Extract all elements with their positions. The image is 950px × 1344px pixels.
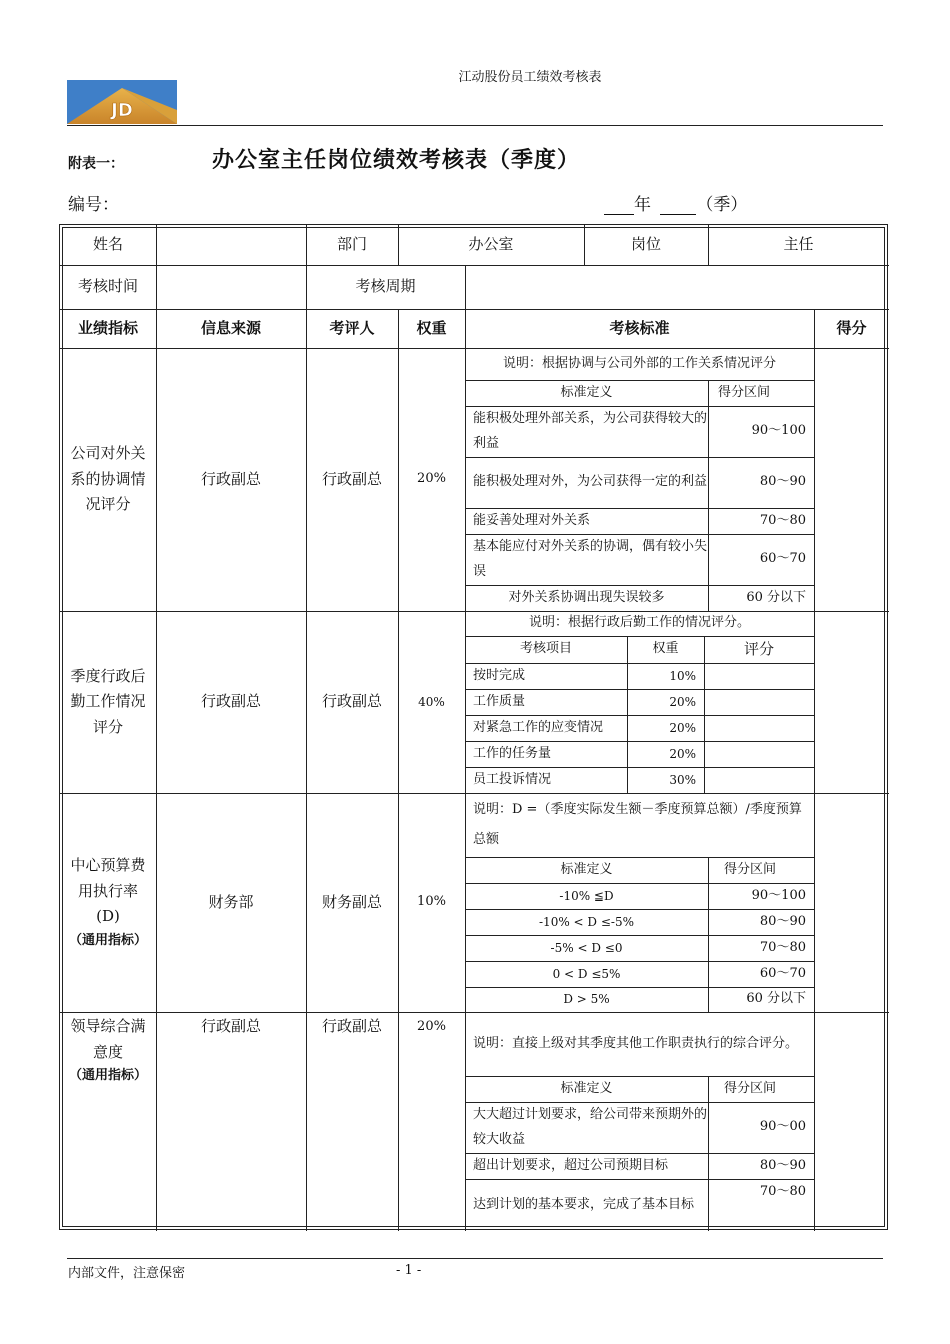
kpi3-tag: （通用指标） [68, 932, 147, 948]
kpi2-item-0: 按时完成 [473, 667, 526, 683]
kpi2-score-4[interactable] [704, 767, 814, 793]
kpi1-range-1: 80～90 [759, 474, 806, 490]
kpi4-score-input[interactable] [814, 1012, 889, 1231]
kpi4-range-0: 90～00 [759, 1119, 806, 1135]
kpi1-def-4: 对外关系协调出现失误较多 [508, 589, 665, 605]
kpi3-name: 中心预算费用执行率(D) [70, 856, 146, 926]
kpi2-head-weight: 权重 [652, 641, 679, 657]
kpi4-weight: 20% [417, 1018, 446, 1034]
kpi3-source: 财务部 [208, 892, 254, 911]
kpi3-def-3: 0 < D ≤5% [552, 966, 621, 981]
appendix-label: 附表一： [68, 156, 124, 172]
kpi3-def-2: -5% < D ≤0 [550, 940, 623, 955]
header-rule [67, 125, 883, 126]
kpi2-score-3[interactable] [704, 741, 814, 767]
kpi4-def-2: 达到计划的基本要求，完成了基本目标 [473, 1196, 695, 1212]
dept-value: 办公室 [468, 235, 514, 254]
page-title: 办公室主任岗位绩效考核表（季度） [212, 148, 581, 173]
col-header-standard: 考核标准 [609, 318, 670, 337]
time-input[interactable] [156, 265, 306, 309]
kpi4-range-2: 70～80 [759, 1183, 806, 1199]
kpi2-head-score: 评分 [743, 639, 774, 658]
kpi3-note: 说明：D =（季度实际发生额－季度预算总额）/季度预算总额 [473, 802, 802, 847]
period-field[interactable] [604, 190, 747, 215]
kpi4-rater: 行政副总 [321, 1017, 382, 1036]
col-header-source: 信息来源 [200, 318, 261, 337]
footer-rule [67, 1258, 883, 1259]
col-header-rater: 考评人 [329, 318, 375, 337]
kpi1-range-0: 90～100 [751, 423, 806, 439]
company-header-title: 江动股份员工绩效考核表 [458, 70, 602, 85]
kpi3-def-4: D > 5% [563, 992, 610, 1007]
kpi3-head-range: 得分区间 [724, 861, 777, 877]
kpi1-head-range: 得分区间 [718, 384, 771, 400]
kpi1-source: 行政副总 [200, 469, 261, 488]
kpi2-weight-3: 20% [669, 746, 696, 761]
col-header-weight: 权重 [416, 318, 447, 337]
kpi3-head-def: 标准定义 [560, 861, 613, 877]
kpi2-weight: 40% [418, 694, 445, 709]
post-value: 主任 [783, 235, 814, 254]
kpi2-source: 行政副总 [200, 692, 261, 711]
kpi1-note: 说明：根据协调与公司外部的工作关系情况评分 [502, 355, 776, 371]
kpi2-score-0[interactable] [704, 663, 814, 689]
kpi1-range-3: 60～70 [759, 551, 806, 567]
kpi1-range-4: 60 分以下 [746, 589, 806, 605]
kpi1-def-1: 能积极处理对外，为公司获得一定的利益 [473, 474, 708, 490]
cycle-input[interactable] [465, 265, 889, 309]
post-label: 岗位 [630, 235, 661, 254]
kpi1-name: 公司对外关系的协调情况评分 [70, 444, 146, 514]
logo-text: JD [111, 100, 133, 121]
kpi1-range-2: 70～80 [759, 512, 806, 528]
kpi4-head-range: 得分区间 [724, 1080, 777, 1096]
kpi4-def-1: 超出计划要求，超过公司预期目标 [473, 1157, 669, 1173]
kpi3-range-3: 60～70 [759, 965, 806, 981]
kpi2-item-3: 工作的任务量 [473, 745, 552, 761]
name-input[interactable] [156, 225, 306, 265]
kpi2-weight-1: 20% [669, 694, 696, 709]
kpi2-score-1[interactable] [704, 689, 814, 715]
kpi2-weight-2: 20% [669, 720, 696, 735]
kpi2-item-1: 工作质量 [473, 693, 526, 709]
kpi3-name-cell [68, 793, 148, 1012]
kpi4-tag: （通用指标） [68, 1068, 147, 1083]
kpi4-head-def: 标准定义 [560, 1080, 613, 1096]
kpi3-range-1: 80～90 [759, 913, 806, 929]
kpi1-def-3: 基本能应付对外关系的协调，偶有较小失误 [473, 538, 708, 579]
kpi4-source: 行政副总 [200, 1017, 261, 1036]
assessment-table [59, 224, 888, 1230]
kpi4-note: 说明：直接上级对其季度其他工作职责执行的综合评分。 [473, 1036, 799, 1052]
kpi3-score-input[interactable] [814, 793, 889, 1012]
kpi1-def-0: 能积极处理外部关系，为公司获得较大的利益 [473, 410, 708, 451]
year-blank[interactable] [604, 196, 634, 215]
kpi4-name: 领导综合满意度 [70, 1017, 146, 1061]
year-label: 年 [634, 195, 651, 215]
kpi1-weight: 20% [417, 471, 446, 487]
kpi2-score-input[interactable] [814, 611, 889, 793]
company-logo [67, 80, 177, 124]
kpi2-note: 说明：根据行政后勤工作的情况评分。 [528, 615, 750, 631]
page-number: - 1 - [396, 1263, 422, 1278]
kpi3-range-4: 60 分以下 [746, 991, 806, 1007]
season-label: （季） [696, 195, 748, 215]
kpi1-rater: 行政副总 [321, 469, 382, 488]
time-label: 考核时间 [77, 277, 138, 296]
kpi2-rater: 行政副总 [321, 692, 382, 711]
kpi4-def-0: 大大超过计划要求，给公司带来预期外的较大收益 [473, 1106, 708, 1147]
kpi2-item-2: 对紧急工作的应变情况 [473, 719, 604, 735]
name-label: 姓名 [92, 235, 123, 254]
kpi3-range-2: 70～80 [759, 939, 806, 955]
season-blank[interactable] [660, 196, 696, 215]
serial-label: 编号： [68, 195, 119, 215]
kpi2-name: 季度行政后勤工作情况评分 [70, 666, 146, 736]
kpi3-def-1: -10% < D ≤-5% [539, 914, 634, 929]
kpi2-weight-0: 10% [669, 668, 696, 683]
kpi4-name-cell [68, 1012, 148, 1112]
kpi4-range-1: 80～90 [759, 1157, 806, 1173]
kpi3-range-0: 90～100 [751, 887, 806, 903]
confidential-note: 内部文件，注意保密 [68, 1266, 186, 1281]
kpi3-weight: 10% [417, 894, 446, 910]
kpi2-score-2[interactable] [704, 715, 814, 741]
kpi3-def-0: -10% ≦D [559, 888, 614, 903]
col-header-score: 得分 [836, 318, 867, 337]
cycle-label: 考核周期 [355, 277, 416, 296]
kpi2-item-4: 员工投诉情况 [473, 771, 552, 787]
kpi1-score-input[interactable] [814, 348, 889, 611]
kpi3-rater: 财务副总 [321, 892, 382, 911]
kpi2-weight-4: 30% [669, 772, 696, 787]
dept-label: 部门 [336, 235, 367, 254]
kpi1-head-def: 标准定义 [560, 384, 613, 400]
kpi1-def-2: 能妥善处理对外关系 [473, 512, 591, 528]
kpi2-head-item: 考核项目 [519, 641, 572, 657]
col-header-kpi: 业绩指标 [77, 318, 138, 337]
